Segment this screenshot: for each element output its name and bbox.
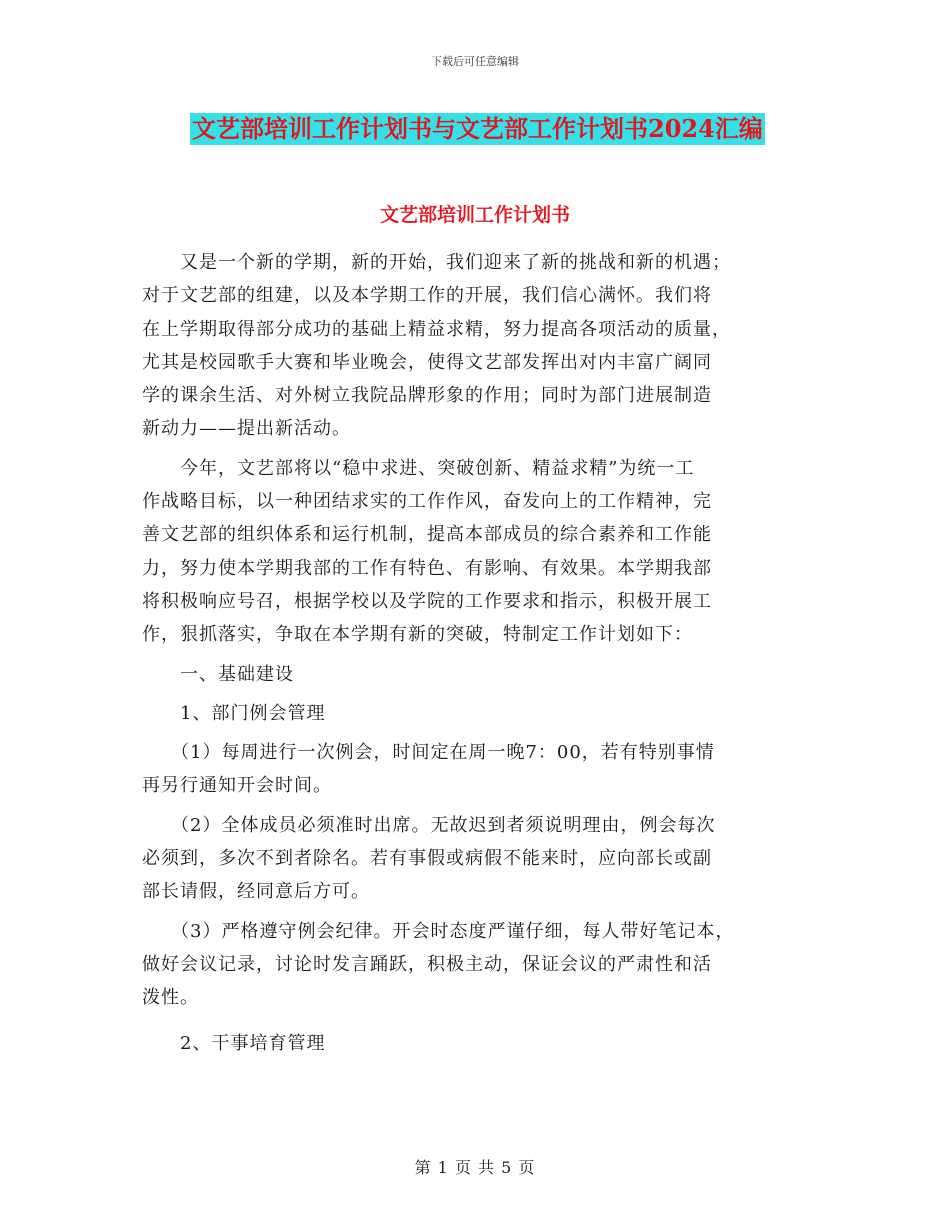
body-line: （3）严格遵守例会纪律。开会时态度严谨仔细，每人带好笔记本， bbox=[142, 920, 735, 942]
page-header-note: 下载后可任意编辑 bbox=[431, 55, 519, 68]
body-line: 作，狠抓落实，争取在本学期有新的突破，特制定工作计划如下： bbox=[142, 624, 693, 646]
body-line: 部长请假，经同意后方可。 bbox=[142, 881, 370, 903]
body-line: 在上学期取得部分成功的基础上精益求精，努力提高各项活动的质量， bbox=[142, 318, 731, 340]
page-number-footer: 第 1 页 共 5 页 bbox=[414, 1158, 536, 1177]
body-subheading: 1、部门例会管理 bbox=[142, 702, 326, 724]
body-line: 再另行通知开会时间。 bbox=[142, 775, 332, 797]
body-line: 将积极响应号召，根据学校以及学院的工作要求和指示，积极开展工 bbox=[142, 590, 712, 612]
body-subheading: 2、干事培育管理 bbox=[142, 1032, 326, 1054]
body-heading: 一、基础建设 bbox=[142, 663, 294, 685]
body-line: 力，努力使本学期我部的工作有特色、有影响、有效果。本学期我部 bbox=[142, 557, 712, 579]
document-title: 文艺部培训工作计划书与文艺部工作计划书2024汇编 bbox=[192, 114, 763, 143]
section-title: 文艺部培训工作计划书 bbox=[379, 204, 570, 226]
body-line: 新动力——提出新活动。 bbox=[142, 418, 351, 440]
document-body bbox=[142, 246, 822, 1060]
body-line: 泼性。 bbox=[142, 987, 199, 1009]
body-line: 对于文艺部的组建，以及本学期工作的开展，我们信心满怀。我们将 bbox=[142, 285, 712, 307]
body-line: 今年，文艺部将以“稳中求进、突破创新、精益求精”为统一工 bbox=[142, 457, 695, 479]
body-line: 尤其是校园歌手大赛和毕业晚会，使得文艺部发挥出对内丰富广阔同 bbox=[142, 351, 712, 373]
body-line: 做好会议记录，讨论时发言踊跃，积极主动，保证会议的严肃性和活 bbox=[142, 953, 712, 975]
body-line: 又是一个新的学期，新的开始，我们迎来了新的挑战和新的机遇； bbox=[142, 252, 731, 273]
body-line: （2）全体成员必须准时出席。无故迟到者须说明理由，例会每次 bbox=[142, 814, 716, 836]
body-line: 作战略目标，以一种团结求实的工作作风，奋发向上的工作精神，完 bbox=[142, 491, 712, 513]
body-line: 学的课余生活、对外树立我院品牌形象的作用；同时为部门进展制造 bbox=[142, 385, 712, 407]
body-line: （1）每周进行一次例会，时间定在周一晚7：00，若有特别事情 bbox=[142, 742, 715, 764]
body-line: 必须到，多次不到者除名。若有事假或病假不能来时，应向部长或副 bbox=[142, 848, 712, 870]
body-line: 善文艺部的组织体系和运行机制，提高本部成员的综合素养和工作能 bbox=[142, 524, 712, 546]
